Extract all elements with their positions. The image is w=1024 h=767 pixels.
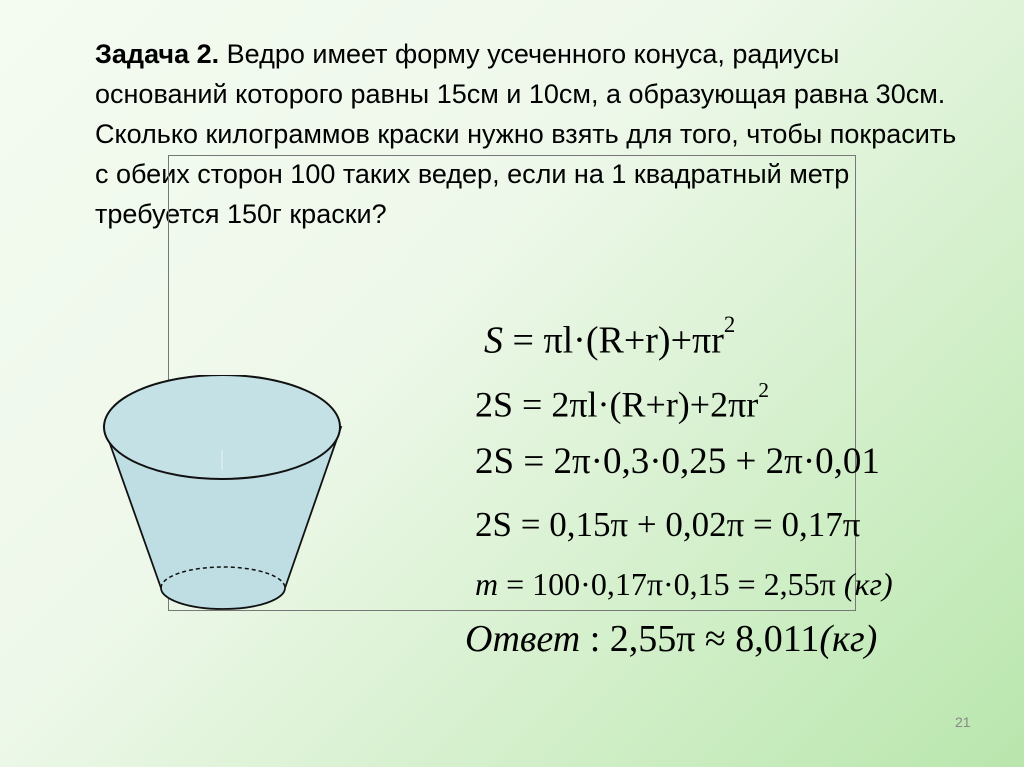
f2-exp: 2	[758, 378, 770, 402]
f2-right: 2πl·(R+r)+2πr	[551, 384, 759, 425]
f5-lhs: m	[475, 566, 499, 602]
formula-1	[484, 312, 735, 363]
answer-label: Ответ	[465, 618, 581, 660]
f1-eq: =	[512, 319, 534, 362]
answer-line	[465, 617, 877, 661]
bucket-illustration	[95, 375, 345, 635]
f1-left: S	[484, 319, 503, 362]
formula-2	[475, 378, 769, 425]
f5-unit: (кг)	[843, 566, 893, 602]
problem-heading: Задача 2.	[95, 39, 220, 69]
f5-rhs: = 100·0,17π·0,15 = 2,55π	[506, 566, 836, 602]
formula-5	[475, 566, 893, 603]
problem-body: Ведро имеет форму усеченного конуса, радиусы оснований которого равны 15см и 10см, а образующая равна 30см. Сколько килограммов краски нужно взять для того, чтобы покрасить с обеих сторон 100 таких ведер, если на 1 квадратный метр требуется 150г краски?	[95, 39, 957, 229]
formula-4: 2S = 0,15π + 0,02π = 0,17π	[475, 505, 861, 544]
f2-eq: =	[522, 384, 543, 425]
page-number: 21	[955, 714, 971, 730]
answer-value: : 2,55π ≈ 8,011	[589, 618, 820, 660]
f1-exp: 2	[723, 312, 736, 337]
f2-left: 2S	[475, 384, 514, 425]
answer-unit: (кг)	[819, 618, 878, 660]
f1-right: πl·(R+r)+πr	[543, 319, 724, 362]
formula-3: 2S = 2π·0,3·0,25 + 2π·0,01	[475, 441, 880, 482]
